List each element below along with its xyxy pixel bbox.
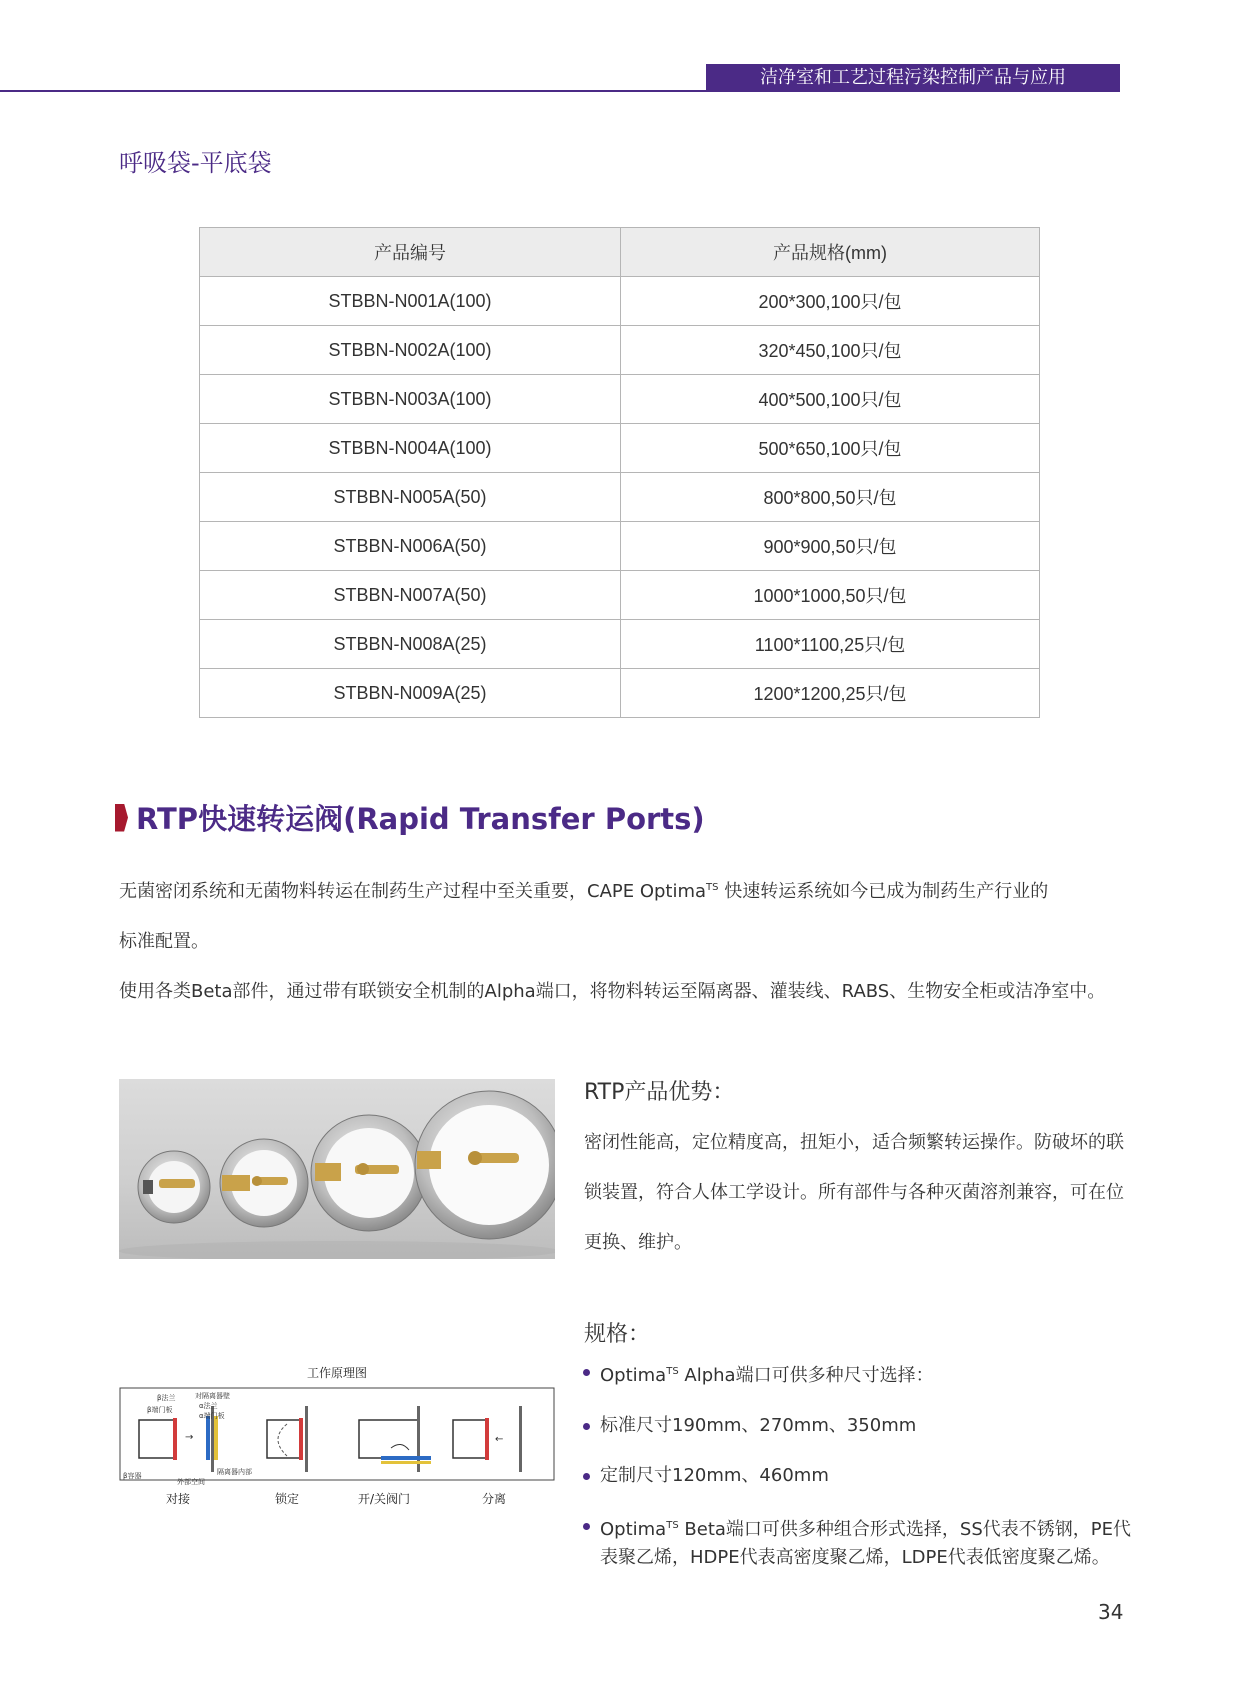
product-spec-table bbox=[199, 227, 1040, 718]
cell-spec: 400*500,100只/包 bbox=[621, 375, 1040, 424]
table-row bbox=[200, 522, 1040, 571]
diagram-title: 工作原理图 bbox=[307, 1366, 368, 1380]
intro-text-a: 无菌密闭系统和无菌物料转运在制药生产过程中至关重要，CAPE Optima bbox=[119, 881, 707, 902]
callout: 隔离器内部 bbox=[217, 1468, 252, 1476]
spec-text: Alpha端口可供多种尺寸选择： bbox=[678, 1365, 934, 1386]
rtp-title: RTP快速转运阀(Rapid Transfer Ports) bbox=[136, 802, 705, 836]
bullet-dot-icon bbox=[583, 1423, 590, 1430]
intro-text-b: 快速转运系统如今已成为制药生产行业的 bbox=[718, 881, 1049, 902]
diagram-step-separate: 分离 bbox=[482, 1492, 507, 1506]
spec-heading: 规格： bbox=[584, 1322, 651, 1347]
trademark-ts: TS bbox=[666, 1366, 679, 1377]
page-number: 34 bbox=[1098, 1600, 1124, 1624]
cell-code: STBBN-N009A(25) bbox=[200, 669, 621, 718]
cell-code: STBBN-N001A(100) bbox=[200, 277, 621, 326]
cell-code: STBBN-N004A(100) bbox=[200, 424, 621, 473]
rtp-heading bbox=[115, 797, 705, 838]
cell-code: STBBN-N003A(100) bbox=[200, 375, 621, 424]
list-item bbox=[580, 1462, 1140, 1490]
rtp-product-photo bbox=[119, 1079, 555, 1259]
list-item bbox=[580, 1412, 1140, 1440]
advantages-line-1: 密闭性能高，定位精度高，扭矩小，适合频繁转运操作。防破坏的联 bbox=[584, 1132, 1124, 1153]
cell-code: STBBN-N002A(100) bbox=[200, 326, 621, 375]
table-row bbox=[200, 620, 1040, 669]
svg-text:→: → bbox=[185, 1432, 194, 1443]
bullet-dot-icon bbox=[583, 1523, 590, 1530]
cell-code: STBBN-N006A(50) bbox=[200, 522, 621, 571]
trademark-ts: TS bbox=[706, 882, 719, 893]
cell-spec: 320*450,100只/包 bbox=[621, 326, 1040, 375]
callout: 对隔离器壁 bbox=[195, 1392, 230, 1400]
table-row bbox=[200, 326, 1040, 375]
cell-spec: 900*900,50只/包 bbox=[621, 522, 1040, 571]
advantages-line-3: 更换、维护。 bbox=[584, 1232, 692, 1253]
spec-list bbox=[580, 1358, 1140, 1572]
svg-text:←: ← bbox=[495, 1434, 504, 1445]
cell-code: STBBN-N005A(50) bbox=[200, 473, 621, 522]
spec-text: 定制尺寸120mm、460mm bbox=[600, 1465, 829, 1486]
spec-text: 表聚乙烯，HDPE代表高密度聚乙烯，LDPE代表低密度聚乙烯。 bbox=[600, 1547, 1110, 1568]
table-row bbox=[200, 424, 1040, 473]
cell-spec: 1200*1200,25只/包 bbox=[621, 669, 1040, 718]
callout: 外部空间 bbox=[177, 1478, 205, 1486]
diagram-step-lock: 锁定 bbox=[275, 1492, 300, 1506]
cell-code: STBBN-N007A(50) bbox=[200, 571, 621, 620]
callout: β端门板 bbox=[147, 1406, 173, 1414]
list-item bbox=[580, 1512, 1140, 1572]
column-header-spec: 产品规格(mm) bbox=[621, 228, 1040, 277]
callout: β容器 bbox=[123, 1472, 142, 1480]
cell-spec: 1100*1100,25只/包 bbox=[621, 620, 1040, 669]
bullet-dot-icon bbox=[583, 1369, 590, 1376]
advantages-line-2: 锁装置，符合人体工学设计。所有部件与各种灭菌溶剂兼容，可在位 bbox=[584, 1182, 1124, 1203]
rtp-ports-illustration bbox=[119, 1079, 555, 1259]
bullet-dot-icon bbox=[583, 1473, 590, 1480]
advantages-heading: RTP产品优势： bbox=[584, 1080, 735, 1105]
table-header-row bbox=[200, 228, 1040, 277]
table-row bbox=[200, 571, 1040, 620]
intro-paragraph-line-2: 标准配置。 bbox=[119, 931, 209, 952]
table-row bbox=[200, 669, 1040, 718]
cell-spec: 800*800,50只/包 bbox=[621, 473, 1040, 522]
cell-code: STBBN-N008A(25) bbox=[200, 620, 621, 669]
callout: β法兰 bbox=[157, 1394, 176, 1402]
diagram-step-dock: 对接 bbox=[166, 1492, 191, 1506]
cell-spec: 1000*1000,50只/包 bbox=[621, 571, 1040, 620]
column-header-code: 产品编号 bbox=[200, 228, 621, 277]
cell-spec: 200*300,100只/包 bbox=[621, 277, 1040, 326]
callout: α法兰 bbox=[199, 1402, 218, 1410]
bag-section-title: 呼吸袋-平底袋 bbox=[119, 149, 272, 177]
spec-text: Optima bbox=[600, 1365, 667, 1386]
intro-paragraph-line-1 bbox=[119, 877, 1048, 903]
cell-spec: 500*650,100只/包 bbox=[621, 424, 1040, 473]
spec-text: Optima bbox=[600, 1519, 667, 1540]
section-marker-icon bbox=[115, 804, 128, 832]
callout: α端门板 bbox=[199, 1412, 225, 1420]
table-row bbox=[200, 473, 1040, 522]
table-row bbox=[200, 277, 1040, 326]
header-banner: 洁净室和工艺过程污染控制产品与应用 bbox=[706, 64, 1120, 91]
table-row bbox=[200, 375, 1040, 424]
list-item bbox=[580, 1358, 1140, 1390]
diagram-step-open-close: 开/关阀门 bbox=[358, 1492, 411, 1506]
trademark-ts: TS bbox=[666, 1520, 679, 1531]
spec-text: 标准尺寸190mm、270mm、350mm bbox=[600, 1415, 917, 1436]
intro-paragraph-line-3: 使用各类Beta部件，通过带有联锁安全机制的Alpha端口，将物料转运至隔离器、灌装线、RABS、生物安全柜或洁净室中。 bbox=[119, 981, 1106, 1002]
spec-text: Beta端口可供多种组合形式选择，SS代表不锈钢，PE代 bbox=[678, 1519, 1131, 1540]
